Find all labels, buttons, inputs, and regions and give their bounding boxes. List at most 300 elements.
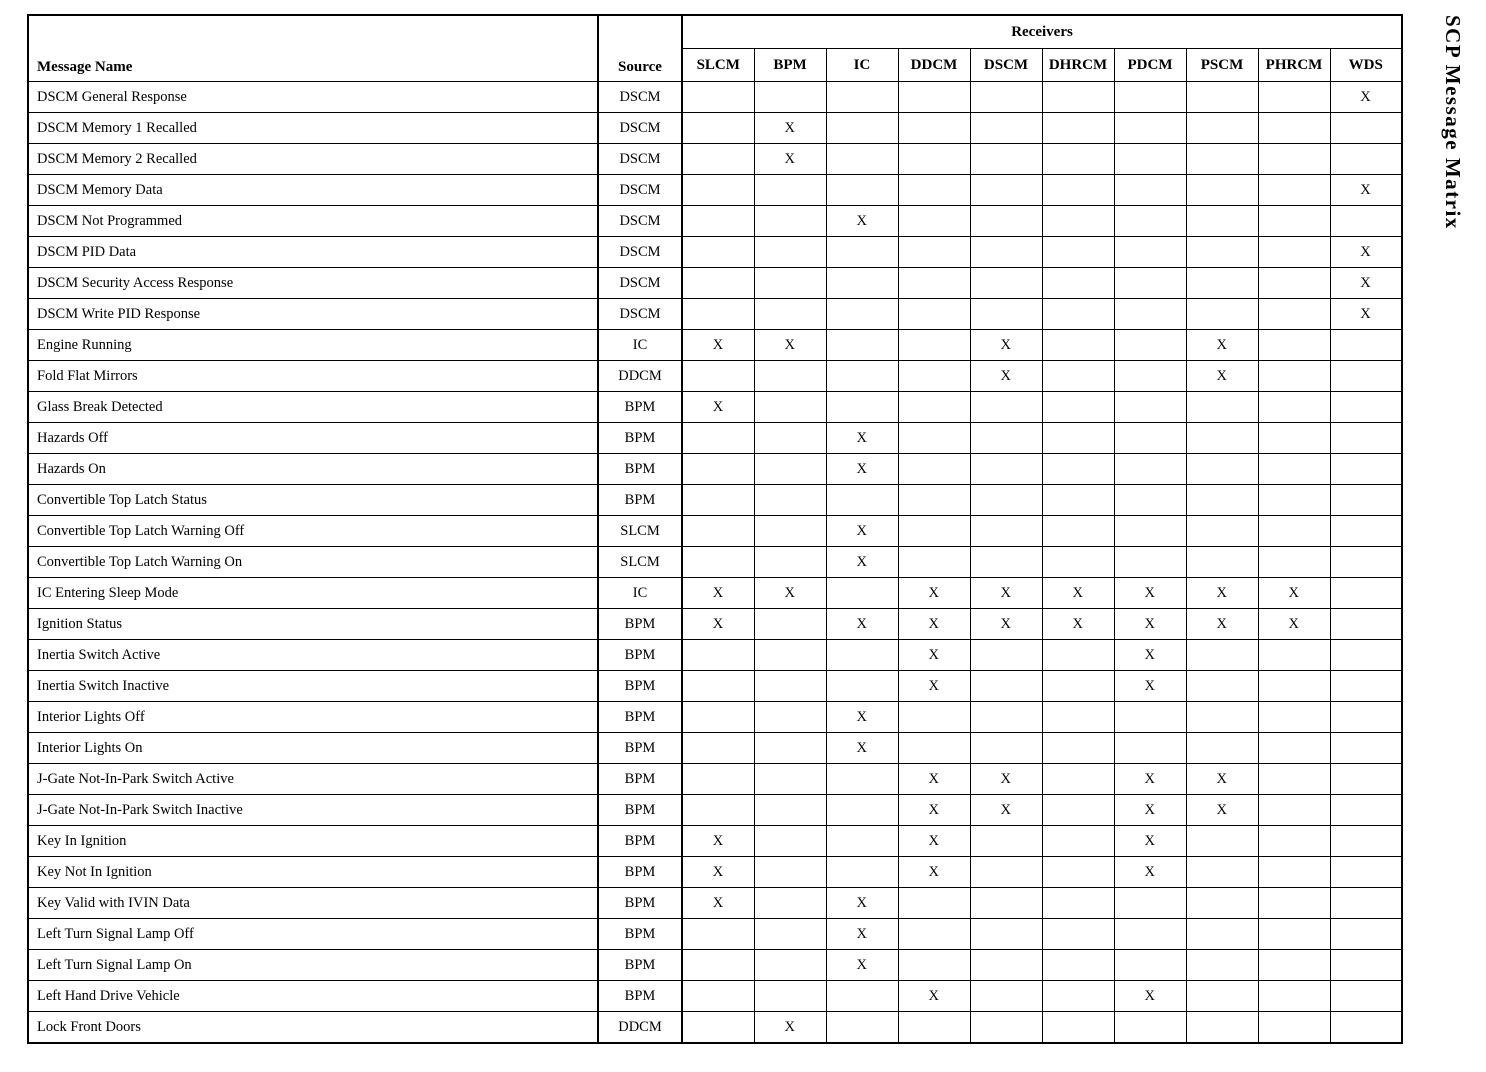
receiver-cell-bpm [754,609,826,640]
receiver-cell-phrcm [1258,175,1330,206]
receiver-cell-dscm: X [970,609,1042,640]
receiver-cell-wds [1330,981,1402,1012]
receiver-cell-dhrcm: X [1042,609,1114,640]
receiver-cell-ddcm [898,454,970,485]
receiver-cell-wds [1330,764,1402,795]
source-cell: BPM [598,609,682,640]
receiver-cell-pdcm [1114,268,1186,299]
message-name-cell: Left Hand Drive Vehicle [28,981,598,1012]
receiver-cell-slcm [682,268,754,299]
table-row [28,237,1402,268]
receiver-cell-wds [1330,795,1402,826]
receiver-cell-bpm [754,764,826,795]
receiver-cell-pdcm: X [1114,981,1186,1012]
receiver-cell-pdcm: X [1114,795,1186,826]
table-row [28,950,1402,981]
table-row [28,516,1402,547]
receiver-cell-bpm [754,299,826,330]
receiver-cell-ddcm [898,82,970,113]
receiver-cell-pdcm [1114,361,1186,392]
source-cell: SLCM [598,547,682,578]
receiver-cell-pscm [1186,268,1258,299]
receiver-cell-wds [1330,1012,1402,1044]
table-row [28,702,1402,733]
receiver-cell-phrcm [1258,764,1330,795]
receiver-cell-ddcm: X [898,981,970,1012]
receiver-cell-ic: X [826,516,898,547]
receiver-cell-slcm [682,237,754,268]
receiver-cell-ddcm [898,516,970,547]
receiver-cell-slcm [682,299,754,330]
header-row-group [28,15,1402,49]
source-cell: BPM [598,764,682,795]
receiver-cell-pdcm: X [1114,640,1186,671]
receiver-cell-pdcm [1114,175,1186,206]
receiver-cell-pscm [1186,113,1258,144]
receiver-cell-pdcm [1114,547,1186,578]
receiver-cell-dhrcm [1042,826,1114,857]
message-name-cell: DSCM Memory 2 Recalled [28,144,598,175]
receiver-cell-ddcm [898,144,970,175]
receiver-cell-ddcm [898,175,970,206]
receiver-cell-dscm [970,423,1042,454]
source-cell: IC [598,578,682,609]
receiver-cell-pscm [1186,950,1258,981]
table-row [28,857,1402,888]
receiver-cell-dscm: X [970,795,1042,826]
receiver-cell-dhrcm [1042,547,1114,578]
receiver-cell-slcm [682,206,754,237]
message-name-cell: Convertible Top Latch Warning Off [28,516,598,547]
receiver-cell-dhrcm [1042,702,1114,733]
receiver-cell-dscm [970,206,1042,237]
receiver-cell-ic: X [826,609,898,640]
receiver-cell-dscm [970,981,1042,1012]
receiver-cell-ic: X [826,919,898,950]
table-row [28,919,1402,950]
source-cell: DSCM [598,144,682,175]
receiver-cell-bpm [754,392,826,423]
receiver-cell-phrcm [1258,733,1330,764]
receiver-cell-phrcm [1258,981,1330,1012]
receiver-cell-ddcm: X [898,671,970,702]
message-name-cell: Convertible Top Latch Warning On [28,547,598,578]
receiver-cell-wds [1330,516,1402,547]
receiver-cell-dscm [970,950,1042,981]
receiver-cell-slcm: X [682,888,754,919]
receiver-cell-ic [826,144,898,175]
receiver-cell-bpm [754,826,826,857]
receiver-cell-wds [1330,113,1402,144]
receiver-cell-dhrcm [1042,516,1114,547]
receiver-cell-phrcm [1258,82,1330,113]
receiver-cell-pdcm [1114,485,1186,516]
receiver-cell-ic [826,640,898,671]
receiver-cell-phrcm [1258,113,1330,144]
receiver-cell-dscm [970,640,1042,671]
message-name-cell: DSCM Write PID Response [28,299,598,330]
source-cell: DSCM [598,268,682,299]
receiver-cell-phrcm: X [1258,578,1330,609]
receiver-cell-pscm [1186,857,1258,888]
receiver-cell-pscm [1186,392,1258,423]
receiver-cell-pscm [1186,206,1258,237]
source-cell: BPM [598,671,682,702]
receiver-cell-bpm [754,702,826,733]
receiver-cell-bpm [754,423,826,454]
receiver-cell-pscm: X [1186,361,1258,392]
receiver-cell-pscm: X [1186,330,1258,361]
message-name-cell: Lock Front Doors [28,1012,598,1044]
column-header-wds: WDS [1330,49,1402,82]
source-cell: DSCM [598,113,682,144]
source-cell: DSCM [598,206,682,237]
receiver-cell-pdcm [1114,206,1186,237]
receiver-cell-pscm [1186,485,1258,516]
receiver-cell-ic [826,392,898,423]
receiver-cell-slcm [682,733,754,764]
receiver-cell-pdcm [1114,144,1186,175]
receiver-cell-bpm [754,950,826,981]
receiver-cell-ic [826,981,898,1012]
receiver-cell-bpm: X [754,330,826,361]
receiver-cell-phrcm [1258,516,1330,547]
receiver-cell-ddcm [898,299,970,330]
receiver-cell-bpm [754,175,826,206]
receiver-cell-dhrcm [1042,950,1114,981]
receiver-cell-pdcm [1114,82,1186,113]
receiver-cell-dhrcm [1042,392,1114,423]
receiver-cell-slcm [682,516,754,547]
receiver-cell-ddcm: X [898,826,970,857]
receiver-cell-pdcm [1114,733,1186,764]
receiver-cell-ddcm [898,733,970,764]
receiver-cell-bpm [754,981,826,1012]
receiver-cell-ic [826,1012,898,1044]
message-name-cell: Left Turn Signal Lamp Off [28,919,598,950]
receiver-cell-ic [826,299,898,330]
receiver-cell-pdcm [1114,330,1186,361]
table-row [28,113,1402,144]
receiver-cell-dscm: X [970,764,1042,795]
receiver-cell-slcm [682,919,754,950]
message-name-cell: J-Gate Not-In-Park Switch Inactive [28,795,598,826]
receiver-cell-slcm [682,175,754,206]
receiver-cell-dhrcm [1042,919,1114,950]
receiver-cell-bpm [754,82,826,113]
receiver-cell-slcm [682,113,754,144]
receiver-cell-pdcm [1114,423,1186,454]
receiver-cell-bpm [754,640,826,671]
receiver-cell-ddcm: X [898,640,970,671]
receiver-cell-wds [1330,330,1402,361]
receiver-cell-dscm [970,671,1042,702]
receiver-cell-dscm [970,175,1042,206]
table-row [28,175,1402,206]
receiver-cell-pscm [1186,516,1258,547]
receiver-cell-pdcm: X [1114,578,1186,609]
receiver-cell-pscm [1186,981,1258,1012]
receiver-cell-phrcm [1258,826,1330,857]
column-header-pdcm: PDCM [1114,49,1186,82]
source-cell: BPM [598,454,682,485]
receiver-cell-ddcm [898,268,970,299]
source-cell: BPM [598,640,682,671]
receiver-cell-dscm [970,733,1042,764]
receiver-cell-slcm: X [682,857,754,888]
receiver-cell-ic [826,268,898,299]
receiver-cell-phrcm [1258,888,1330,919]
receiver-cell-pdcm [1114,950,1186,981]
receiver-cell-wds [1330,702,1402,733]
table-row [28,454,1402,485]
receiver-cell-phrcm [1258,423,1330,454]
table-row [28,671,1402,702]
receiver-cell-phrcm [1258,454,1330,485]
receiver-cell-bpm [754,237,826,268]
receiver-cell-slcm: X [682,826,754,857]
receiver-cell-ddcm: X [898,578,970,609]
message-name-cell: DSCM Memory 1 Recalled [28,113,598,144]
receiver-cell-dscm: X [970,361,1042,392]
receiver-cell-dhrcm [1042,733,1114,764]
column-header-bpm: BPM [754,49,826,82]
receiver-cell-dhrcm [1042,82,1114,113]
receiver-cell-ddcm [898,237,970,268]
receiver-cell-ddcm [898,330,970,361]
receiver-cell-slcm [682,547,754,578]
receiver-cell-pdcm [1114,237,1186,268]
receiver-cell-bpm [754,547,826,578]
receiver-cell-phrcm [1258,919,1330,950]
receiver-cell-slcm [682,950,754,981]
receiver-cell-ddcm [898,206,970,237]
message-name-cell: Key In Ignition [28,826,598,857]
source-cell: DSCM [598,237,682,268]
table-row [28,764,1402,795]
receiver-cell-wds [1330,547,1402,578]
column-header-slcm: SLCM [682,49,754,82]
receiver-cell-slcm [682,454,754,485]
receiver-cell-dhrcm [1042,454,1114,485]
table-row [28,733,1402,764]
receiver-cell-ddcm: X [898,857,970,888]
receiver-cell-wds [1330,206,1402,237]
receiver-cell-ic [826,795,898,826]
receiver-cell-dhrcm [1042,981,1114,1012]
message-name-cell: DSCM PID Data [28,237,598,268]
receiver-cell-wds [1330,857,1402,888]
receiver-cell-dscm [970,1012,1042,1044]
table-row [28,299,1402,330]
receiver-cell-pdcm [1114,516,1186,547]
receiver-cell-pscm: X [1186,764,1258,795]
source-cell: SLCM [598,516,682,547]
receiver-cell-ic [826,826,898,857]
receiver-cell-pscm [1186,702,1258,733]
message-name-cell: Ignition Status [28,609,598,640]
receiver-cell-pscm [1186,423,1258,454]
receiver-cell-dhrcm [1042,795,1114,826]
receiver-cell-dscm [970,82,1042,113]
receiver-cell-dhrcm [1042,330,1114,361]
source-cell: DSCM [598,299,682,330]
source-cell: DSCM [598,175,682,206]
message-name-cell: DSCM Not Programmed [28,206,598,237]
receiver-cell-dhrcm [1042,268,1114,299]
receiver-cell-wds: X [1330,82,1402,113]
receiver-cell-ic [826,330,898,361]
table-row [28,361,1402,392]
receiver-cell-slcm [682,764,754,795]
receiver-cell-ic: X [826,733,898,764]
receiver-cell-phrcm [1258,392,1330,423]
source-cell: BPM [598,950,682,981]
receiver-cell-dscm [970,268,1042,299]
message-name-cell: DSCM General Response [28,82,598,113]
receiver-cell-dhrcm [1042,671,1114,702]
receiver-cell-bpm [754,268,826,299]
message-name-cell: Inertia Switch Active [28,640,598,671]
receiver-cell-phrcm [1258,330,1330,361]
message-name-cell: J-Gate Not-In-Park Switch Active [28,764,598,795]
receiver-cell-phrcm [1258,268,1330,299]
receiver-cell-dhrcm [1042,857,1114,888]
receiver-cell-pdcm [1114,702,1186,733]
receiver-cell-dscm: X [970,578,1042,609]
receiver-cell-slcm [682,144,754,175]
table-row [28,1012,1402,1044]
receiver-cell-phrcm [1258,795,1330,826]
table-row [28,330,1402,361]
receiver-cell-wds [1330,423,1402,454]
receiver-cell-phrcm [1258,671,1330,702]
table-row [28,640,1402,671]
receiver-cell-ic: X [826,888,898,919]
receiver-cell-ddcm [898,423,970,454]
receiver-cell-slcm [682,702,754,733]
receiver-cell-dscm [970,392,1042,423]
source-cell: BPM [598,919,682,950]
column-header-source: Source [598,15,682,82]
receiver-cell-ic: X [826,547,898,578]
table-row [28,888,1402,919]
message-name-cell: Key Not In Ignition [28,857,598,888]
source-cell: BPM [598,733,682,764]
receiver-cell-ddcm [898,485,970,516]
table-row [28,392,1402,423]
receiver-cell-dscm [970,826,1042,857]
receiver-cell-pdcm [1114,888,1186,919]
column-header-ic: IC [826,49,898,82]
table-row [28,547,1402,578]
receiver-cell-dscm [970,485,1042,516]
receiver-cell-ic: X [826,423,898,454]
receiver-cell-slcm [682,82,754,113]
receiver-cell-bpm [754,733,826,764]
receiver-cell-wds: X [1330,299,1402,330]
receiver-cell-dscm [970,702,1042,733]
receiver-cell-pscm [1186,671,1258,702]
receiver-cell-pdcm [1114,1012,1186,1044]
receiver-cell-slcm [682,361,754,392]
receiver-cell-dhrcm [1042,361,1114,392]
receiver-cell-slcm: X [682,392,754,423]
receiver-cell-slcm [682,640,754,671]
receiver-cell-dscm [970,237,1042,268]
message-name-cell: Glass Break Detected [28,392,598,423]
receiver-cell-bpm [754,671,826,702]
receiver-cell-wds [1330,485,1402,516]
receiver-cell-ic [826,175,898,206]
receiver-cell-pdcm [1114,299,1186,330]
receiver-cell-phrcm [1258,640,1330,671]
table-row [28,795,1402,826]
receiver-cell-ic [826,82,898,113]
source-cell: BPM [598,392,682,423]
receiver-cell-ddcm [898,702,970,733]
receiver-cell-bpm [754,857,826,888]
table-row [28,268,1402,299]
receiver-cell-wds [1330,578,1402,609]
receiver-cell-pdcm: X [1114,609,1186,640]
receiver-cell-ic [826,578,898,609]
receiver-cell-dhrcm [1042,206,1114,237]
receiver-cell-ddcm: X [898,764,970,795]
receiver-cell-bpm [754,795,826,826]
source-cell: BPM [598,888,682,919]
receiver-cell-bpm [754,454,826,485]
message-name-cell: Convertible Top Latch Status [28,485,598,516]
receiver-cell-pdcm [1114,919,1186,950]
message-name-cell: Interior Lights Off [28,702,598,733]
receiver-cell-dscm [970,144,1042,175]
receiver-cell-pscm [1186,733,1258,764]
receiver-cell-pdcm: X [1114,857,1186,888]
receiver-cell-pscm [1186,826,1258,857]
receiver-cell-phrcm [1258,702,1330,733]
receiver-cell-ddcm: X [898,609,970,640]
receiver-cell-bpm [754,361,826,392]
receiver-cell-phrcm [1258,547,1330,578]
receiver-cell-ddcm [898,113,970,144]
receiver-cell-pscm [1186,144,1258,175]
receiver-cell-dscm [970,547,1042,578]
receiver-cell-bpm: X [754,113,826,144]
receiver-cell-ddcm [898,547,970,578]
receiver-cell-slcm [682,671,754,702]
table-row [28,826,1402,857]
column-header-ddcm: DDCM [898,49,970,82]
receiver-cell-ic [826,764,898,795]
receiver-cell-slcm [682,795,754,826]
receiver-cell-ic: X [826,454,898,485]
receiver-cell-pscm [1186,175,1258,206]
receiver-cell-dhrcm [1042,175,1114,206]
receiver-cell-wds [1330,733,1402,764]
receiver-cell-wds [1330,454,1402,485]
receiver-cell-dhrcm: X [1042,578,1114,609]
receiver-cell-slcm: X [682,609,754,640]
column-header-phrcm: PHRCM [1258,49,1330,82]
receiver-cell-phrcm [1258,361,1330,392]
receiver-cell-pscm [1186,454,1258,485]
table-row [28,981,1402,1012]
table-row [28,423,1402,454]
source-cell: BPM [598,795,682,826]
receiver-cell-phrcm [1258,144,1330,175]
receiver-cell-dscm [970,888,1042,919]
